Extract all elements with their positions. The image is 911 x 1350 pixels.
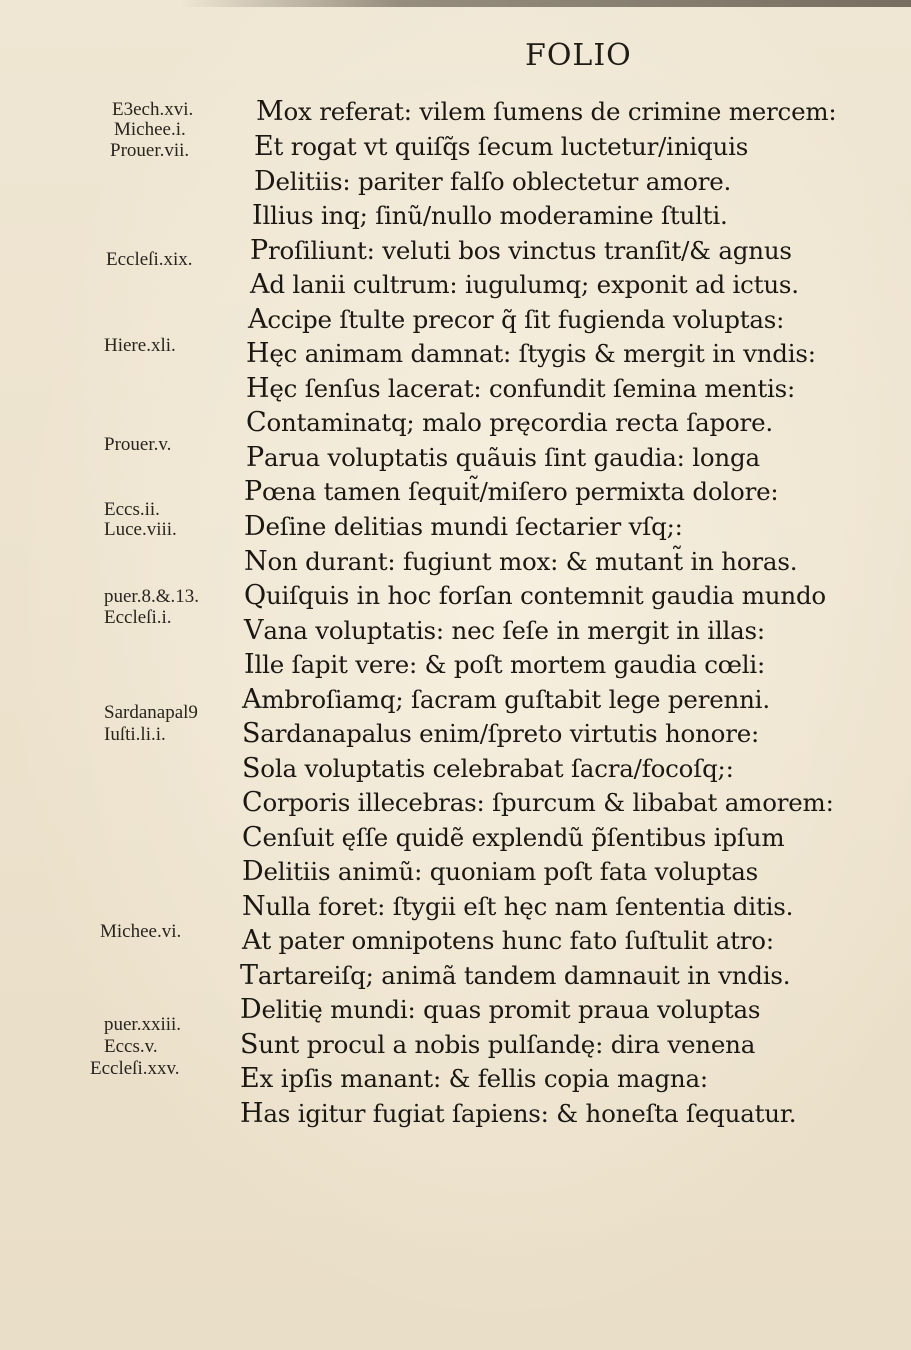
verse-line: Vana voluptatis: nec ſeſe in mergit in illas:: [244, 615, 765, 646]
verse-line: Corporis illecebras: ſpurcum & libabat amorem:: [242, 787, 834, 818]
verse-line: Non durant: fugiunt mox: & mutant̃ in horas.: [244, 546, 798, 577]
verse-line: Delitię mundi: quas promit praua voluptas: [240, 994, 761, 1025]
verse-line: Quiſquis in hoc forſan contemnit gaudia mundo: [244, 580, 826, 611]
verse-line: Sola voluptatis celebrabat ſacra/focoſq;:: [242, 753, 734, 784]
verse-line: Illius inq; ſinũ/nullo moderamine ſtulti.: [252, 200, 728, 231]
margin-note: Eccleſi.xix.: [106, 249, 193, 270]
margin-note: Prouer.v.: [104, 434, 172, 455]
verse-line: Sardanapalus enim/ſpreto virtutis honore:: [242, 718, 760, 749]
verse-line: Has igitur fugiat ſapiens: & honeſta ſequatur.: [240, 1098, 797, 1129]
verse-line: Hęc animam damnat: ſtygis & mergit in vndis:: [246, 338, 816, 369]
margin-note: puer.xxiii.: [104, 1014, 182, 1035]
margin-note: Sardanapal9: [104, 702, 198, 723]
verse-line: Proſiliunt: veluti bos vinctus tranſit/& agnus: [250, 235, 792, 266]
verse-line: Et rogat vt quiſq̃s ſecum luctetur/iniquis: [254, 131, 749, 162]
margin-note: E3ech.xvi.: [112, 99, 194, 120]
margin-note: puer.8.&.13.: [104, 586, 199, 607]
verse-line: Parua voluptatis quãuis ſint gaudia: longa: [246, 442, 760, 473]
verse-line: Ille ſapit vere: & poſt mortem gaudia cœli:: [244, 649, 766, 680]
verse-line: Mox referat: vilem ſumens de crimine mercem:: [256, 96, 837, 127]
margin-note: Luce.viii.: [104, 519, 177, 540]
margin-note: Eccs.v.: [104, 1036, 158, 1057]
verse-line: Pœna tamen ſequit̃/miſero permixta dolore:: [244, 476, 779, 507]
margin-note: Prouer.vii.: [110, 140, 190, 161]
verse-line: Hęc ſenſus lacerat: confundit ſemina mentis:: [246, 373, 796, 404]
verse-line: Ambroſiamq; ſacram guſtabit lege perenni.: [242, 684, 770, 715]
verse-line: Nulla foret: ſtygii eſt hęc nam ſententia ditis.: [242, 891, 794, 922]
page-top-edge-shadow: [180, 0, 911, 7]
verse-line: Contaminatq; malo pręcordia recta ſapore.: [246, 407, 773, 438]
verse-line: Sunt procul a nobis pulſandę: dira venena: [240, 1029, 756, 1060]
verse-line: Accipe ſtulte precor q̃ ſit fugienda voluptas:: [248, 304, 785, 335]
verse-line: At pater omnipotens hunc fato ſuſtulit atro:: [242, 925, 774, 956]
margin-note: Michee.vi.: [100, 921, 182, 942]
margin-note: Iuſti.li.i.: [104, 724, 166, 745]
verse-line: Tartareiſq; animã tandem damnauit in vndis.: [240, 960, 791, 991]
verse-line: Deſine delitias mundi ſectarier vſq;:: [244, 511, 683, 542]
margin-note: Eccs.ii.: [104, 499, 160, 520]
verse-line: Delitiis animũ: quoniam poſt fata voluptas: [242, 856, 758, 887]
verse-line: Ad lanii cultrum: iugulumq; exponit ad ictus.: [250, 269, 799, 300]
margin-note: Hiere.xli.: [104, 335, 176, 356]
margin-note: Eccleſi.i.: [104, 607, 172, 628]
verse-line: Delitiis: pariter falſo oblectetur amore.: [254, 166, 732, 197]
margin-note: Michee.i.: [114, 119, 186, 140]
verse-line: Ex ipſis manant: & fellis copia magna:: [240, 1063, 708, 1094]
verse-line: Cenſuit ęſſe quidẽ explendũ p̃ſentibus ipſum: [242, 822, 785, 853]
folio-heading: FOLIO: [525, 38, 632, 73]
margin-note: Eccleſi.xxv.: [90, 1058, 180, 1079]
